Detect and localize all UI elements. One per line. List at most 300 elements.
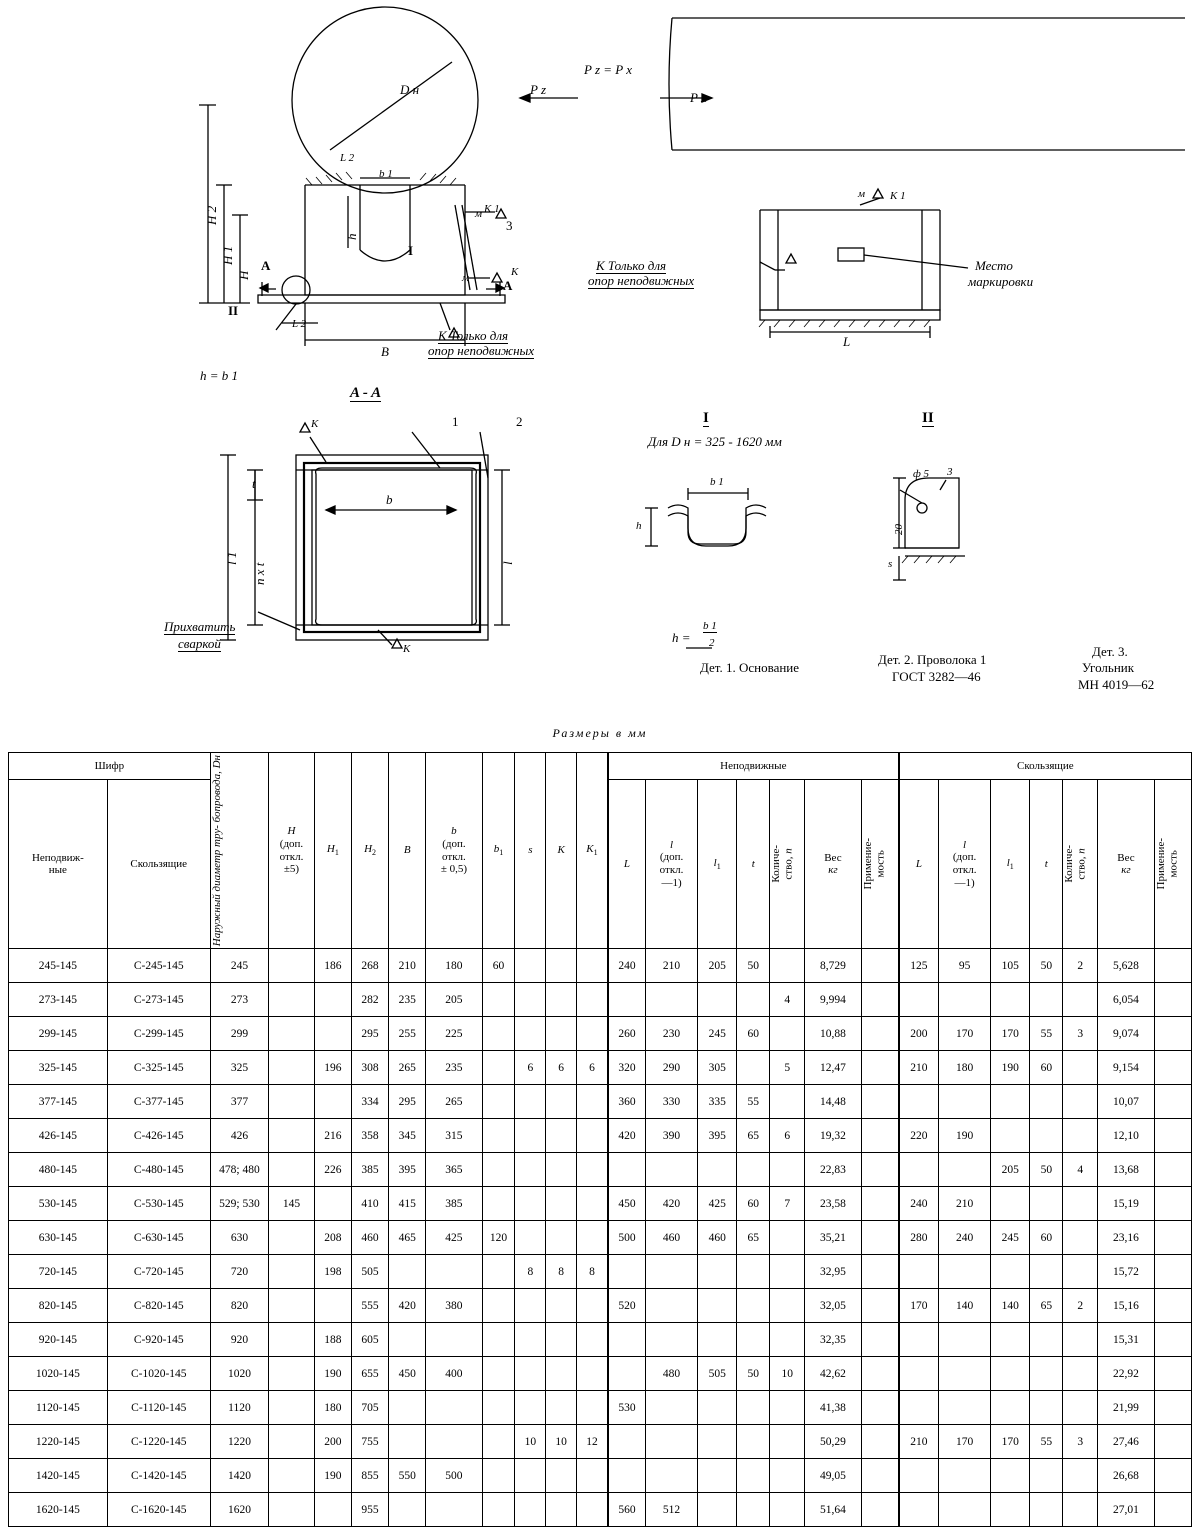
cell-K xyxy=(546,983,577,1017)
cell-B: 550 xyxy=(389,1459,426,1493)
cell-nprim xyxy=(861,1255,899,1289)
label-k-aa-top: К xyxy=(311,418,319,430)
label-l2-top: L 2 xyxy=(340,152,355,164)
header-dn: Наружный диаметр тру- бопровода, Dн xyxy=(210,753,268,949)
cell-H2: 385 xyxy=(351,1153,388,1187)
cell-H1 xyxy=(314,1493,351,1527)
cell-H xyxy=(269,1153,315,1187)
cell-sprim xyxy=(1154,1085,1191,1119)
cell-nn: 7 xyxy=(770,1187,805,1221)
technical-drawing xyxy=(0,0,1200,720)
cell-nL: 360 xyxy=(608,1085,646,1119)
cell-B: 395 xyxy=(389,1153,426,1187)
cell-sl1: 245 xyxy=(991,1221,1030,1255)
cell-nl1: 205 xyxy=(698,949,737,983)
cell-nl1 xyxy=(698,983,737,1017)
cell-H xyxy=(269,1289,315,1323)
cell-H1: 186 xyxy=(314,949,351,983)
cell-H2: 334 xyxy=(351,1085,388,1119)
label-mark-2: маркировки xyxy=(968,274,1034,289)
cell-nl: 460 xyxy=(646,1221,698,1255)
cell-nn: 6 xyxy=(770,1119,805,1153)
cell-skolz: С-1620-145 xyxy=(107,1493,210,1527)
cell-H1: 200 xyxy=(314,1425,351,1459)
header-slide-applicability: Примение- мость xyxy=(1154,780,1191,949)
cell-sves: 15,19 xyxy=(1098,1187,1154,1221)
label-detail-i-callout: I xyxy=(408,243,414,258)
header-slide-l: l (доп. откл. —1) xyxy=(939,780,991,949)
cell-sl: 140 xyxy=(939,1289,991,1323)
cell-K1 xyxy=(577,1221,608,1255)
cell-sves: 9,074 xyxy=(1098,1017,1154,1051)
cell-nepodv: 1220-145 xyxy=(9,1425,108,1459)
cell-sprim xyxy=(1154,1051,1191,1085)
cell-b xyxy=(426,1425,482,1459)
cell-st: 50 xyxy=(1030,1153,1063,1187)
cell-sl1 xyxy=(991,1255,1030,1289)
cell-nl: 390 xyxy=(646,1119,698,1153)
cell-nprim xyxy=(861,1221,899,1255)
cell-H1: 226 xyxy=(314,1153,351,1187)
cell-sprim xyxy=(1154,1391,1191,1425)
label-k-only-right-1: К Только для xyxy=(596,258,667,273)
cell-H xyxy=(269,1119,315,1153)
header-s: s xyxy=(515,753,546,949)
cell-skolz: С-1120-145 xyxy=(107,1391,210,1425)
cell-nepodv: 530-145 xyxy=(9,1187,108,1221)
cell-sn xyxy=(1063,983,1098,1017)
cell-nn xyxy=(770,1153,805,1187)
cell-dn: 1120 xyxy=(210,1391,268,1425)
cell-b: 235 xyxy=(426,1051,482,1085)
cell-dn: 325 xyxy=(210,1051,268,1085)
cell-b1 xyxy=(482,1323,515,1357)
cell-skolz: С-1220-145 xyxy=(107,1425,210,1459)
cell-sves: 12,10 xyxy=(1098,1119,1154,1153)
cell-nl xyxy=(646,1425,698,1459)
cell-st xyxy=(1030,1493,1063,1527)
label-nxt: n x t xyxy=(252,562,267,585)
cell-s: 6 xyxy=(515,1051,546,1085)
cell-sl1 xyxy=(991,1459,1030,1493)
cell-st: 50 xyxy=(1030,949,1063,983)
cell-sn xyxy=(1063,1119,1098,1153)
drawing-svg xyxy=(0,0,1200,720)
cell-b: 365 xyxy=(426,1153,482,1187)
cell-st xyxy=(1030,1187,1063,1221)
cell-nl: 290 xyxy=(646,1051,698,1085)
cell-sl xyxy=(939,1493,991,1527)
cell-skolz: С-299-145 xyxy=(107,1017,210,1051)
cell-B: 210 xyxy=(389,949,426,983)
cell-sves: 22,92 xyxy=(1098,1357,1154,1391)
label-detail-i-formula: h = xyxy=(672,630,691,645)
header-slide-t: t xyxy=(1030,780,1063,949)
cell-nL: 450 xyxy=(608,1187,646,1221)
cell-B xyxy=(389,1425,426,1459)
cell-H1 xyxy=(314,1187,351,1221)
cell-H1 xyxy=(314,983,351,1017)
cell-dn: 630 xyxy=(210,1221,268,1255)
cell-dn: 1620 xyxy=(210,1493,268,1527)
cell-nprim xyxy=(861,1187,899,1221)
cell-dn: 920 xyxy=(210,1323,268,1357)
label-detail-ii-s: s xyxy=(888,558,893,570)
cell-sL xyxy=(899,983,939,1017)
cell-nves: 10,88 xyxy=(805,1017,861,1051)
cell-sprim xyxy=(1154,1221,1191,1255)
cell-nt xyxy=(737,1425,770,1459)
header-fixed-L: L xyxy=(608,780,646,949)
cell-H2: 282 xyxy=(351,983,388,1017)
cell-nl xyxy=(646,1323,698,1357)
cell-nl1: 395 xyxy=(698,1119,737,1153)
cell-nepodv: 630-145 xyxy=(9,1221,108,1255)
cell-nL: 520 xyxy=(608,1289,646,1323)
cell-nprim xyxy=(861,1323,899,1357)
cell-sves: 9,154 xyxy=(1098,1051,1154,1085)
cell-nl1: 460 xyxy=(698,1221,737,1255)
cell-sves: 6,054 xyxy=(1098,983,1154,1017)
cell-H2: 410 xyxy=(351,1187,388,1221)
cell-K1 xyxy=(577,949,608,983)
cell-nL xyxy=(608,983,646,1017)
cell-nl1 xyxy=(698,1255,737,1289)
cell-H2: 755 xyxy=(351,1425,388,1459)
label-section-a-left: A xyxy=(261,258,271,273)
cell-nl1: 505 xyxy=(698,1357,737,1391)
table-row xyxy=(9,1153,1192,1187)
cell-H2: 555 xyxy=(351,1289,388,1323)
cell-sl1 xyxy=(991,1323,1030,1357)
cell-nl xyxy=(646,1255,698,1289)
dimensions-table xyxy=(8,752,1192,1527)
cell-dn: 377 xyxy=(210,1085,268,1119)
cell-dn: 426 xyxy=(210,1119,268,1153)
cell-nn xyxy=(770,949,805,983)
cell-sprim xyxy=(1154,1119,1191,1153)
cell-sL: 220 xyxy=(899,1119,939,1153)
cell-nprim xyxy=(861,949,899,983)
cell-sL: 170 xyxy=(899,1289,939,1323)
cell-sprim xyxy=(1154,1493,1191,1527)
cell-dn: 1220 xyxy=(210,1425,268,1459)
cell-nL xyxy=(608,1459,646,1493)
cell-K1 xyxy=(577,1085,608,1119)
cell-H1 xyxy=(314,1289,351,1323)
cell-sn xyxy=(1063,1459,1098,1493)
cell-skolz: С-1420-145 xyxy=(107,1459,210,1493)
cell-nL xyxy=(608,1357,646,1391)
cell-nn xyxy=(770,1017,805,1051)
table-body xyxy=(9,949,1192,1527)
cell-sl xyxy=(939,983,991,1017)
cell-b1 xyxy=(482,1425,515,1459)
cell-sn xyxy=(1063,1357,1098,1391)
cell-B: 345 xyxy=(389,1119,426,1153)
header-slide-L: L xyxy=(899,780,939,949)
cell-nt: 60 xyxy=(737,1017,770,1051)
table-row xyxy=(9,1255,1192,1289)
cell-sL xyxy=(899,1391,939,1425)
cell-b: 425 xyxy=(426,1221,482,1255)
cell-nt xyxy=(737,1153,770,1187)
cell-sl1 xyxy=(991,983,1030,1017)
header-b: b (доп. откл. ± 0,5) xyxy=(426,753,482,949)
table-row xyxy=(9,1357,1192,1391)
cell-K xyxy=(546,1459,577,1493)
cell-sves: 15,72 xyxy=(1098,1255,1154,1289)
cell-sprim xyxy=(1154,1255,1191,1289)
cell-H xyxy=(269,983,315,1017)
cell-sl: 170 xyxy=(939,1425,991,1459)
cell-sL xyxy=(899,1493,939,1527)
cell-b1 xyxy=(482,1493,515,1527)
cell-nL: 560 xyxy=(608,1493,646,1527)
label-det-2a: Дет. 2. Проволока 1 xyxy=(878,652,987,667)
cell-B xyxy=(389,1493,426,1527)
cell-K xyxy=(546,1357,577,1391)
header-fixed-n: Количе- ство, n xyxy=(770,780,805,949)
cell-H xyxy=(269,1221,315,1255)
cell-nprim xyxy=(861,1051,899,1085)
cell-B: 465 xyxy=(389,1221,426,1255)
cell-sl xyxy=(939,1323,991,1357)
header-group-fixed: Неподвижные xyxy=(608,753,899,780)
cell-sL xyxy=(899,1255,939,1289)
cell-nn xyxy=(770,1221,805,1255)
label-det-3a: Дет. 3. xyxy=(1092,644,1128,659)
label-h-eq-b1: h = b 1 xyxy=(200,368,239,383)
cell-b1 xyxy=(482,1357,515,1391)
cell-s xyxy=(515,1459,546,1493)
cell-nepodv: 273-145 xyxy=(9,983,108,1017)
cell-nn xyxy=(770,1493,805,1527)
cell-s xyxy=(515,1493,546,1527)
cell-H1: 190 xyxy=(314,1357,351,1391)
cell-nl1 xyxy=(698,1153,737,1187)
cell-sn xyxy=(1063,1051,1098,1085)
cell-K1: 6 xyxy=(577,1051,608,1085)
cell-dn: 299 xyxy=(210,1017,268,1051)
cell-nves: 23,58 xyxy=(805,1187,861,1221)
header-fixed-l1: $l_1$ xyxy=(698,780,737,949)
cell-b: 315 xyxy=(426,1119,482,1153)
label-part-1: 1 xyxy=(452,414,459,429)
cell-sl1 xyxy=(991,1391,1030,1425)
cell-sl xyxy=(939,1459,991,1493)
cell-H1 xyxy=(314,1017,351,1051)
cell-nepodv: 299-145 xyxy=(9,1017,108,1051)
cell-K xyxy=(546,1289,577,1323)
label-detail-ii-callout: II xyxy=(228,303,239,318)
cell-nepodv: 1120-145 xyxy=(9,1391,108,1425)
cell-nprim xyxy=(861,1119,899,1153)
cell-sprim xyxy=(1154,1289,1191,1323)
cell-s xyxy=(515,1153,546,1187)
cell-st: 65 xyxy=(1030,1289,1063,1323)
label-l2-bottom: L 2 xyxy=(292,318,307,330)
header-nepodv: Неподвиж- ные xyxy=(9,780,108,949)
cell-nepodv: 1620-145 xyxy=(9,1493,108,1527)
cell-b: 180 xyxy=(426,949,482,983)
cell-b1: 120 xyxy=(482,1221,515,1255)
cell-nt: 55 xyxy=(737,1085,770,1119)
cell-nves: 35,21 xyxy=(805,1221,861,1255)
cell-nves: 49,05 xyxy=(805,1459,861,1493)
header-fixed-applicability: Примение- мость xyxy=(861,780,899,949)
cell-dn: 1020 xyxy=(210,1357,268,1391)
cell-K xyxy=(546,1323,577,1357)
cell-b1 xyxy=(482,1017,515,1051)
label-three: 3 xyxy=(506,218,513,233)
label-px: P x xyxy=(690,90,707,105)
cell-nl1: 335 xyxy=(698,1085,737,1119)
cell-nt xyxy=(737,983,770,1017)
label-section-a-right: A xyxy=(503,278,513,293)
cell-nepodv: 820-145 xyxy=(9,1289,108,1323)
cell-sn xyxy=(1063,1255,1098,1289)
cell-B: 420 xyxy=(389,1289,426,1323)
header-slide-l1: $l_1$ xyxy=(991,780,1030,949)
cell-nL: 320 xyxy=(608,1051,646,1085)
cell-sl: 170 xyxy=(939,1017,991,1051)
cell-skolz: С-630-145 xyxy=(107,1221,210,1255)
table-row xyxy=(9,983,1192,1017)
cell-s xyxy=(515,1119,546,1153)
cell-b1 xyxy=(482,1459,515,1493)
label-k-aa-bottom: К xyxy=(403,643,411,655)
cell-b xyxy=(426,1255,482,1289)
cell-nn xyxy=(770,1323,805,1357)
cell-sves: 21,99 xyxy=(1098,1391,1154,1425)
cell-K xyxy=(546,1017,577,1051)
cell-K: 6 xyxy=(546,1051,577,1085)
cell-nt xyxy=(737,1391,770,1425)
table-row xyxy=(9,1017,1192,1051)
cell-K1 xyxy=(577,983,608,1017)
cell-B: 265 xyxy=(389,1051,426,1085)
cell-H xyxy=(269,1425,315,1459)
label-detail-ii-20: 20 xyxy=(893,524,905,535)
cell-H1: 190 xyxy=(314,1459,351,1493)
cell-nn xyxy=(770,1391,805,1425)
cell-nves: 50,29 xyxy=(805,1425,861,1459)
cell-K1: 8 xyxy=(577,1255,608,1289)
cell-nL xyxy=(608,1153,646,1187)
cell-H2: 955 xyxy=(351,1493,388,1527)
cell-H2: 855 xyxy=(351,1459,388,1493)
cell-sn: 4 xyxy=(1063,1153,1098,1187)
table-row xyxy=(9,1221,1192,1255)
cell-K1 xyxy=(577,1119,608,1153)
cell-sn: 3 xyxy=(1063,1425,1098,1459)
cell-s: 8 xyxy=(515,1255,546,1289)
cell-K1 xyxy=(577,1357,608,1391)
label-detail-i-title: I xyxy=(703,410,709,426)
cell-nn xyxy=(770,1085,805,1119)
cell-B: 415 xyxy=(389,1187,426,1221)
cell-K xyxy=(546,1153,577,1187)
cell-H1: 180 xyxy=(314,1391,351,1425)
cell-nt: 60 xyxy=(737,1187,770,1221)
cell-H2: 295 xyxy=(351,1017,388,1051)
cell-s xyxy=(515,983,546,1017)
label-h1: H 1 xyxy=(220,245,235,265)
cell-H2: 358 xyxy=(351,1119,388,1153)
cell-nt xyxy=(737,1323,770,1357)
cell-sprim xyxy=(1154,1323,1191,1357)
header-fixed-weight: Вес кг xyxy=(805,780,861,949)
cell-nl xyxy=(646,1289,698,1323)
cell-nl: 512 xyxy=(646,1493,698,1527)
cell-sl1: 190 xyxy=(991,1051,1030,1085)
cell-sL: 200 xyxy=(899,1017,939,1051)
cell-sn: 3 xyxy=(1063,1017,1098,1051)
cell-nt: 65 xyxy=(737,1221,770,1255)
header-k: K xyxy=(546,753,577,949)
cell-B: 255 xyxy=(389,1017,426,1051)
cell-H xyxy=(269,1459,315,1493)
cell-nves: 41,38 xyxy=(805,1391,861,1425)
cell-H1: 196 xyxy=(314,1051,351,1085)
cell-sn xyxy=(1063,1221,1098,1255)
cell-b1 xyxy=(482,1085,515,1119)
cell-H1 xyxy=(314,1085,351,1119)
cell-K xyxy=(546,949,577,983)
cell-st xyxy=(1030,1323,1063,1357)
label-det-1: Дет. 1. Основание xyxy=(700,660,800,675)
cell-nt: 50 xyxy=(737,1357,770,1391)
cell-b: 380 xyxy=(426,1289,482,1323)
cell-st xyxy=(1030,1255,1063,1289)
cell-sves: 10,07 xyxy=(1098,1085,1154,1119)
cell-b1 xyxy=(482,983,515,1017)
cell-sl xyxy=(939,1357,991,1391)
cell-nl1 xyxy=(698,1425,737,1459)
cell-sves: 13,68 xyxy=(1098,1153,1154,1187)
cell-nl: 480 xyxy=(646,1357,698,1391)
cell-K1 xyxy=(577,1017,608,1051)
cell-nves: 51,64 xyxy=(805,1493,861,1527)
cell-nves: 14,48 xyxy=(805,1085,861,1119)
cell-nprim xyxy=(861,983,899,1017)
cell-nt xyxy=(737,1289,770,1323)
header-h2: $H_2$ xyxy=(351,753,388,949)
cell-K1 xyxy=(577,1391,608,1425)
cell-nl1 xyxy=(698,1289,737,1323)
cell-B xyxy=(389,1323,426,1357)
cell-sn: 2 xyxy=(1063,1289,1098,1323)
label-detail-ii-title: II xyxy=(922,410,934,426)
cell-sl1: 170 xyxy=(991,1017,1030,1051)
cell-sL: 240 xyxy=(899,1187,939,1221)
cell-nt xyxy=(737,1051,770,1085)
cell-nprim xyxy=(861,1357,899,1391)
cell-sves: 15,16 xyxy=(1098,1289,1154,1323)
cell-sL xyxy=(899,1357,939,1391)
cell-K xyxy=(546,1187,577,1221)
cell-nprim xyxy=(861,1425,899,1459)
cell-K1 xyxy=(577,1323,608,1357)
label-det-2b: ГОСТ 3282—46 xyxy=(892,669,981,684)
cell-s xyxy=(515,1085,546,1119)
table-row xyxy=(9,1323,1192,1357)
header-fixed-l: l (доп. откл. —1) xyxy=(646,780,698,949)
cell-s xyxy=(515,1323,546,1357)
cell-H1: 188 xyxy=(314,1323,351,1357)
label-b-aa: b xyxy=(386,492,393,507)
